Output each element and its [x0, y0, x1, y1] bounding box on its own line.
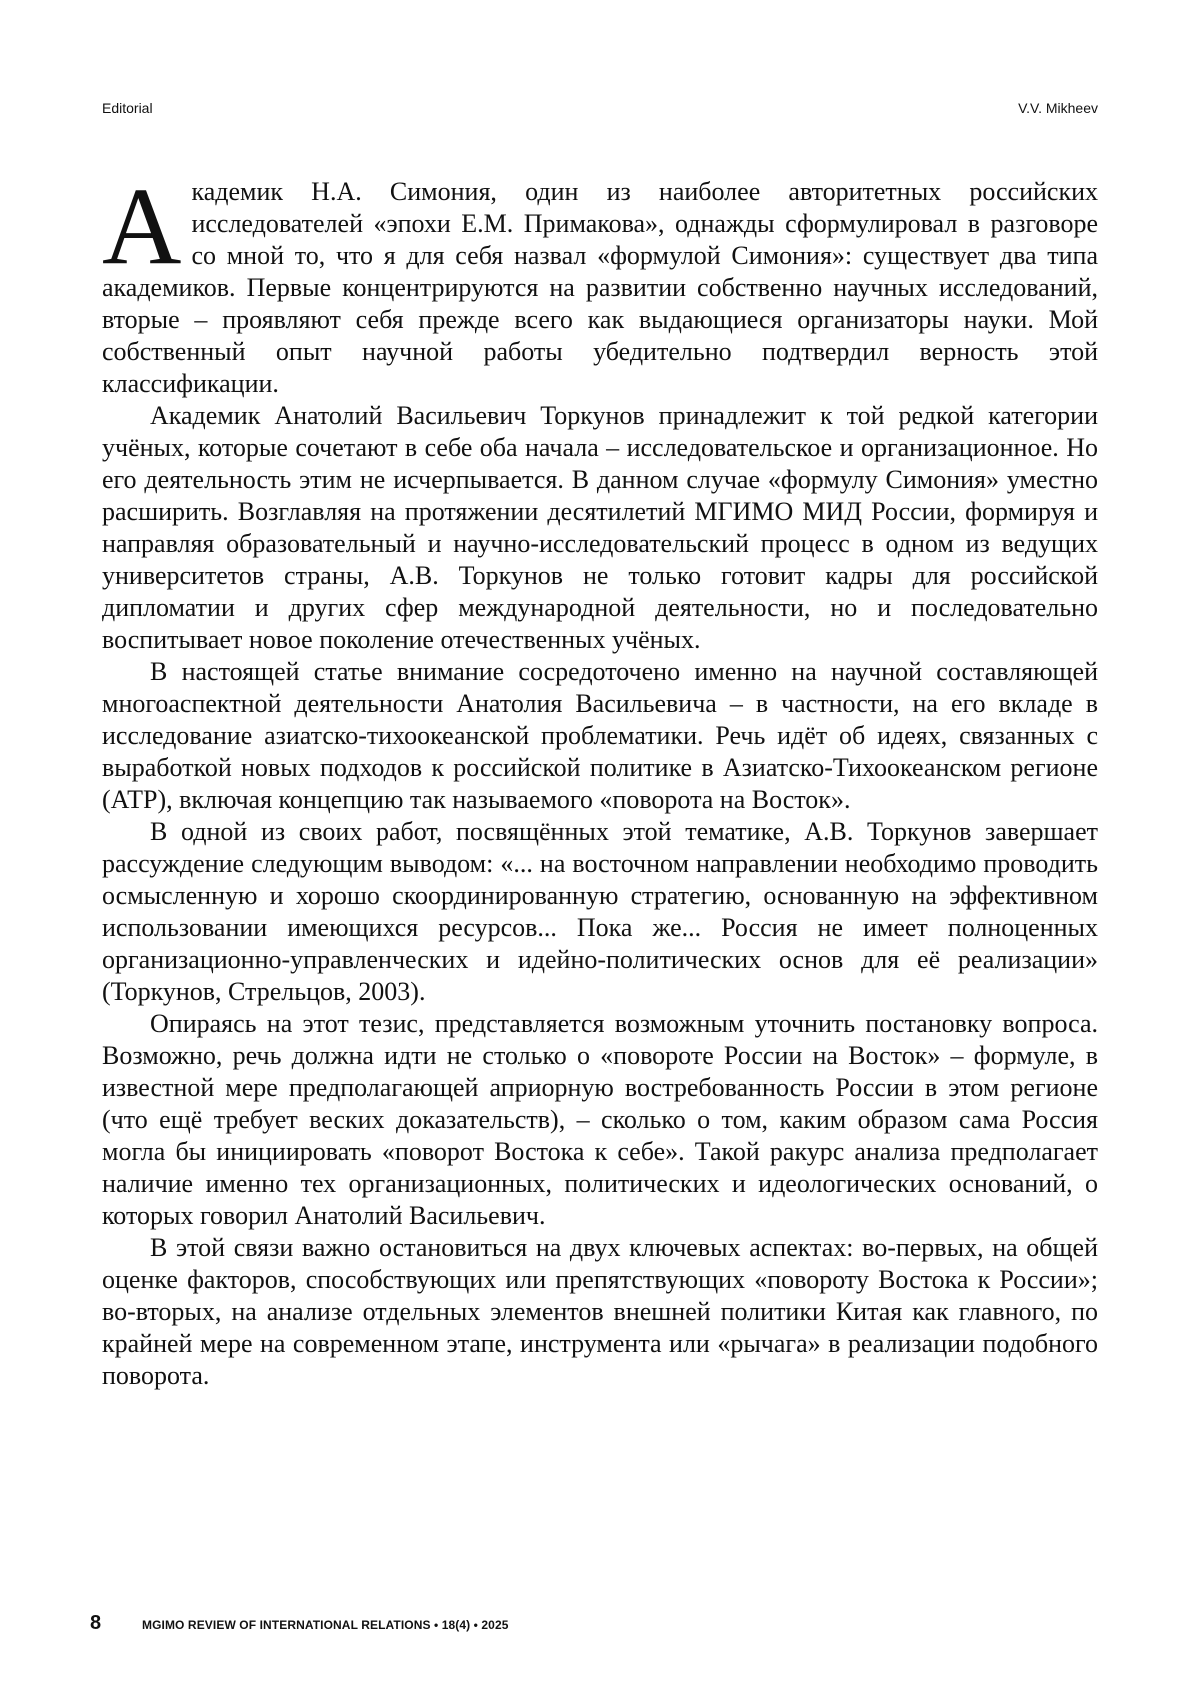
paragraph-2: Академик Анатолий Васильевич Торкунов принадлежит к той редкой категории учёных, которые сочетают в себе оба начала – исследовательское и организационное. Но его деятельность этим не исчерпывается. В данном случае «формулу Симония» уместно расширить. Возглавляя на протяжении десятилетий МГИМО МИД России, формируя и направляя образовательный и научно-исследовательский процесс в одном из ведущих университетов страны, А.В. Торкунов не только готовит кадры для российской дипломатии и других сфер международной деятельности, но и последовательно воспитывает новое поколение отечественных учёных. — [102, 400, 1098, 656]
author-label: V.V. Mikheev — [1018, 100, 1098, 116]
page — [0, 0, 1200, 1704]
paragraph-3: В настоящей статье внимание сосредоточено именно на научной составляющей многоаспектной деятельности Анатолия Васильевича – в частности, на его вкладе в исследование азиатско-тихоокеанской проблематики. Речь идёт об идеях, связанных с выработкой новых подходов к российской политике в Азиатско-Тихоокеанском регионе (АТР), включая концепцию так называемого «поворота на Восток». — [102, 656, 1098, 816]
paragraph-5: Опираясь на этот тезис, представляется возможным уточнить постановку вопроса. Возможно, речь должна идти не столько о «повороте России на Восток» – формуле, в известной мере предполагающей априорную востребованность России в этом регионе (что ещё требует веских доказательств), – сколько о том, каким образом сама Россия могла бы инициировать «поворот Востока к себе». Такой ракурс анализа предполагает наличие именно тех организационных, политических и идеологических оснований, о которых говорил Анатолий Васильевич. — [102, 1008, 1098, 1232]
drop-cap: А — [102, 180, 181, 272]
page-number: 8 — [90, 1612, 138, 1635]
section-label: Editorial — [102, 100, 153, 116]
paragraph-1-text: кадемик Н.А. Симония, один из наиболее авторитетных российских исследователей «эпохи Е.М. Примакова», однажды сформулировал в разговоре со мной то, что я для себя назвал «формулой Симония»: существует два типа академиков. Первые концентрируются на развитии собственно научных исследований, вторые – проявляют себя прежде всего как выдающиеся организаторы науки. Мой собственный опыт научной работы убедительно подтвердил верность этой классификации. — [102, 177, 1098, 398]
running-header — [102, 100, 1098, 116]
article-body — [102, 176, 1098, 1392]
running-footer — [90, 1612, 1098, 1635]
paragraph-1 — [102, 176, 1098, 400]
paragraph-4: В одной из своих работ, посвящённых этой тематике, А.В. Торкунов завершает рассуждение следующим выводом: «... на восточном направлении необходимо проводить осмысленную и хорошо скоординированную стратегию, основанную на эффективном использовании имеющихся ресурсов... Пока же... Россия не имеет полноценных организационно-управленческих и идейно-политических основ для её реализации» (Торкунов, Стрельцов, 2003). — [102, 816, 1098, 1008]
journal-citation: MGIMO REVIEW OF INTERNATIONAL RELATIONS • 18(4) • 2025 — [142, 1618, 509, 1632]
paragraph-6: В этой связи важно остановиться на двух ключевых аспектах: во-первых, на общей оценке факторов, способствующих или препятствующих «повороту Востока к России»; во-вторых, на анализе отдельных элементов внешней политики Китая как главного, по крайней мере на современном этапе, инструмента или «рычага» в реализации подобного поворота. — [102, 1232, 1098, 1392]
